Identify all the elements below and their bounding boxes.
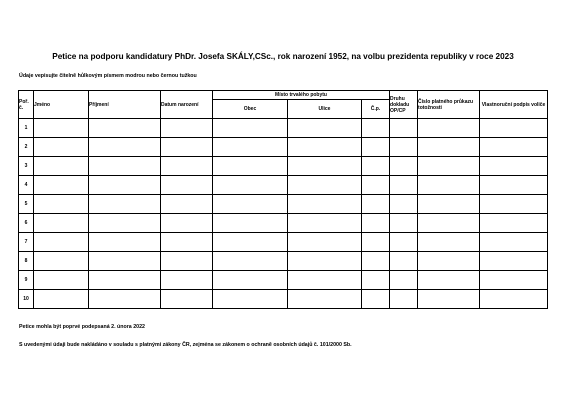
cell-cp[interactable] [362, 119, 390, 138]
cell-ulice[interactable] [288, 176, 362, 195]
header-cp: Č.p. [362, 100, 390, 119]
cell-jmeno[interactable] [34, 157, 89, 176]
cell-obec[interactable] [213, 290, 288, 309]
cell-datum[interactable] [161, 119, 213, 138]
cell-jmeno[interactable] [34, 119, 89, 138]
cell-datum[interactable] [161, 271, 213, 290]
cell-prijmeni[interactable] [89, 233, 161, 252]
cell-druh[interactable] [390, 138, 418, 157]
cell-cp[interactable] [362, 271, 390, 290]
table-row [19, 271, 548, 290]
cell-druh[interactable] [390, 214, 418, 233]
cell-ulice[interactable] [288, 138, 362, 157]
cell-cp[interactable] [362, 290, 390, 309]
row-number: 7 [19, 233, 34, 252]
signature-table [18, 90, 548, 309]
cell-obec[interactable] [213, 271, 288, 290]
cell-prijmeni[interactable] [89, 290, 161, 309]
row-number: 8 [19, 252, 34, 271]
header-misto-pobytu: Místo trvalého pobytu [213, 91, 390, 100]
header-jmeno: Jméno [34, 91, 89, 119]
cell-ulice[interactable] [288, 195, 362, 214]
cell-ulice[interactable] [288, 119, 362, 138]
cell-druh[interactable] [390, 157, 418, 176]
cell-ulice[interactable] [288, 233, 362, 252]
cell-prijmeni[interactable] [89, 176, 161, 195]
row-number: 10 [19, 290, 34, 309]
first-signing-date-note: Petice mohla být poprvé podepsaná 2. února 2022 [19, 324, 145, 330]
cell-cp[interactable] [362, 195, 390, 214]
gdpr-notice: S uvedenými údaji bude nakládáno v souladu s platnými zákony ČR, zejména se zákonem o ochraně osobních údajů č. 101/2000 Sb. [19, 342, 352, 348]
cell-datum[interactable] [161, 157, 213, 176]
row-number: 2 [19, 138, 34, 157]
header-datum-narozeni: Datum narození [161, 91, 213, 119]
cell-jmeno[interactable] [34, 290, 89, 309]
table-row [19, 157, 548, 176]
table-row [19, 290, 548, 309]
cell-podpis[interactable] [480, 176, 548, 195]
cell-cp[interactable] [362, 138, 390, 157]
row-number: 4 [19, 176, 34, 195]
cell-cislo[interactable] [418, 157, 480, 176]
row-number: 3 [19, 157, 34, 176]
cell-druh[interactable] [390, 233, 418, 252]
header-prijmeni: Příjmení [89, 91, 161, 119]
table-row [19, 119, 548, 138]
cell-cp[interactable] [362, 176, 390, 195]
cell-prijmeni[interactable] [89, 119, 161, 138]
cell-cislo[interactable] [418, 214, 480, 233]
cell-cislo[interactable] [418, 271, 480, 290]
cell-datum[interactable] [161, 138, 213, 157]
cell-podpis[interactable] [480, 252, 548, 271]
cell-jmeno[interactable] [34, 195, 89, 214]
cell-druh[interactable] [390, 119, 418, 138]
cell-obec[interactable] [213, 233, 288, 252]
table-row [19, 138, 548, 157]
cell-cislo[interactable] [418, 233, 480, 252]
cell-obec[interactable] [213, 252, 288, 271]
cell-cislo[interactable] [418, 195, 480, 214]
row-number: 5 [19, 195, 34, 214]
cell-jmeno[interactable] [34, 214, 89, 233]
cell-podpis[interactable] [480, 214, 548, 233]
cell-podpis[interactable] [480, 233, 548, 252]
cell-datum[interactable] [161, 290, 213, 309]
header-obec: Obec [213, 100, 288, 119]
cell-jmeno[interactable] [34, 271, 89, 290]
header-ulice: Ulice [288, 100, 362, 119]
table-row [19, 214, 548, 233]
cell-ulice[interactable] [288, 271, 362, 290]
cell-druh[interactable] [390, 290, 418, 309]
row-number: 1 [19, 119, 34, 138]
cell-druh[interactable] [390, 252, 418, 271]
cell-ulice[interactable] [288, 157, 362, 176]
table-row [19, 252, 548, 271]
cell-datum[interactable] [161, 252, 213, 271]
cell-podpis[interactable] [480, 290, 548, 309]
cell-podpis[interactable] [480, 195, 548, 214]
cell-obec[interactable] [213, 138, 288, 157]
table-row [19, 233, 548, 252]
cell-cislo[interactable] [418, 119, 480, 138]
cell-datum[interactable] [161, 214, 213, 233]
cell-cislo[interactable] [418, 176, 480, 195]
cell-druh[interactable] [390, 195, 418, 214]
row-number: 6 [19, 214, 34, 233]
cell-prijmeni[interactable] [89, 214, 161, 233]
cell-cp[interactable] [362, 214, 390, 233]
cell-obec[interactable] [213, 214, 288, 233]
cell-datum[interactable] [161, 233, 213, 252]
cell-obec[interactable] [213, 176, 288, 195]
cell-cislo[interactable] [418, 290, 480, 309]
header-podpis: Vlastnoruční podpis voliče [480, 91, 548, 119]
cell-podpis[interactable] [480, 157, 548, 176]
cell-podpis[interactable] [480, 271, 548, 290]
cell-datum[interactable] [161, 176, 213, 195]
header-cislo-prukazu: Číslo platného průkazu totožnosti [418, 91, 480, 119]
table-row [19, 176, 548, 195]
cell-jmeno[interactable] [34, 252, 89, 271]
header-poradove-cislo: Poř. č. [19, 91, 34, 119]
cell-prijmeni[interactable] [89, 195, 161, 214]
cell-jmeno[interactable] [34, 176, 89, 195]
cell-prijmeni[interactable] [89, 138, 161, 157]
cell-datum[interactable] [161, 195, 213, 214]
header-druh-dokladu: Druhu dokladu OP/CP [390, 91, 418, 119]
cell-cp[interactable] [362, 157, 390, 176]
cell-jmeno[interactable] [34, 138, 89, 157]
cell-jmeno[interactable] [34, 233, 89, 252]
cell-ulice[interactable] [288, 252, 362, 271]
cell-obec[interactable] [213, 157, 288, 176]
row-number: 9 [19, 271, 34, 290]
cell-podpis[interactable] [480, 138, 548, 157]
cell-podpis[interactable] [480, 119, 548, 138]
cell-druh[interactable] [390, 271, 418, 290]
cell-cislo[interactable] [418, 252, 480, 271]
cell-prijmeni[interactable] [89, 252, 161, 271]
table-row [19, 195, 548, 214]
cell-prijmeni[interactable] [89, 271, 161, 290]
cell-prijmeni[interactable] [89, 157, 161, 176]
cell-obec[interactable] [213, 119, 288, 138]
fill-instruction: Údaje vepisujte čitelně hůlkovým písmem modrou nebo černou tužkou [19, 73, 197, 79]
cell-ulice[interactable] [288, 290, 362, 309]
cell-obec[interactable] [213, 195, 288, 214]
document-title: Petice na podporu kandidatury PhDr. Josefa SKÁLY,CSc., rok narození 1952, na volbu prezidenta republiky v roce 2023 [52, 52, 514, 61]
cell-cp[interactable] [362, 252, 390, 271]
cell-cp[interactable] [362, 233, 390, 252]
cell-ulice[interactable] [288, 214, 362, 233]
cell-druh[interactable] [390, 176, 418, 195]
cell-cislo[interactable] [418, 138, 480, 157]
